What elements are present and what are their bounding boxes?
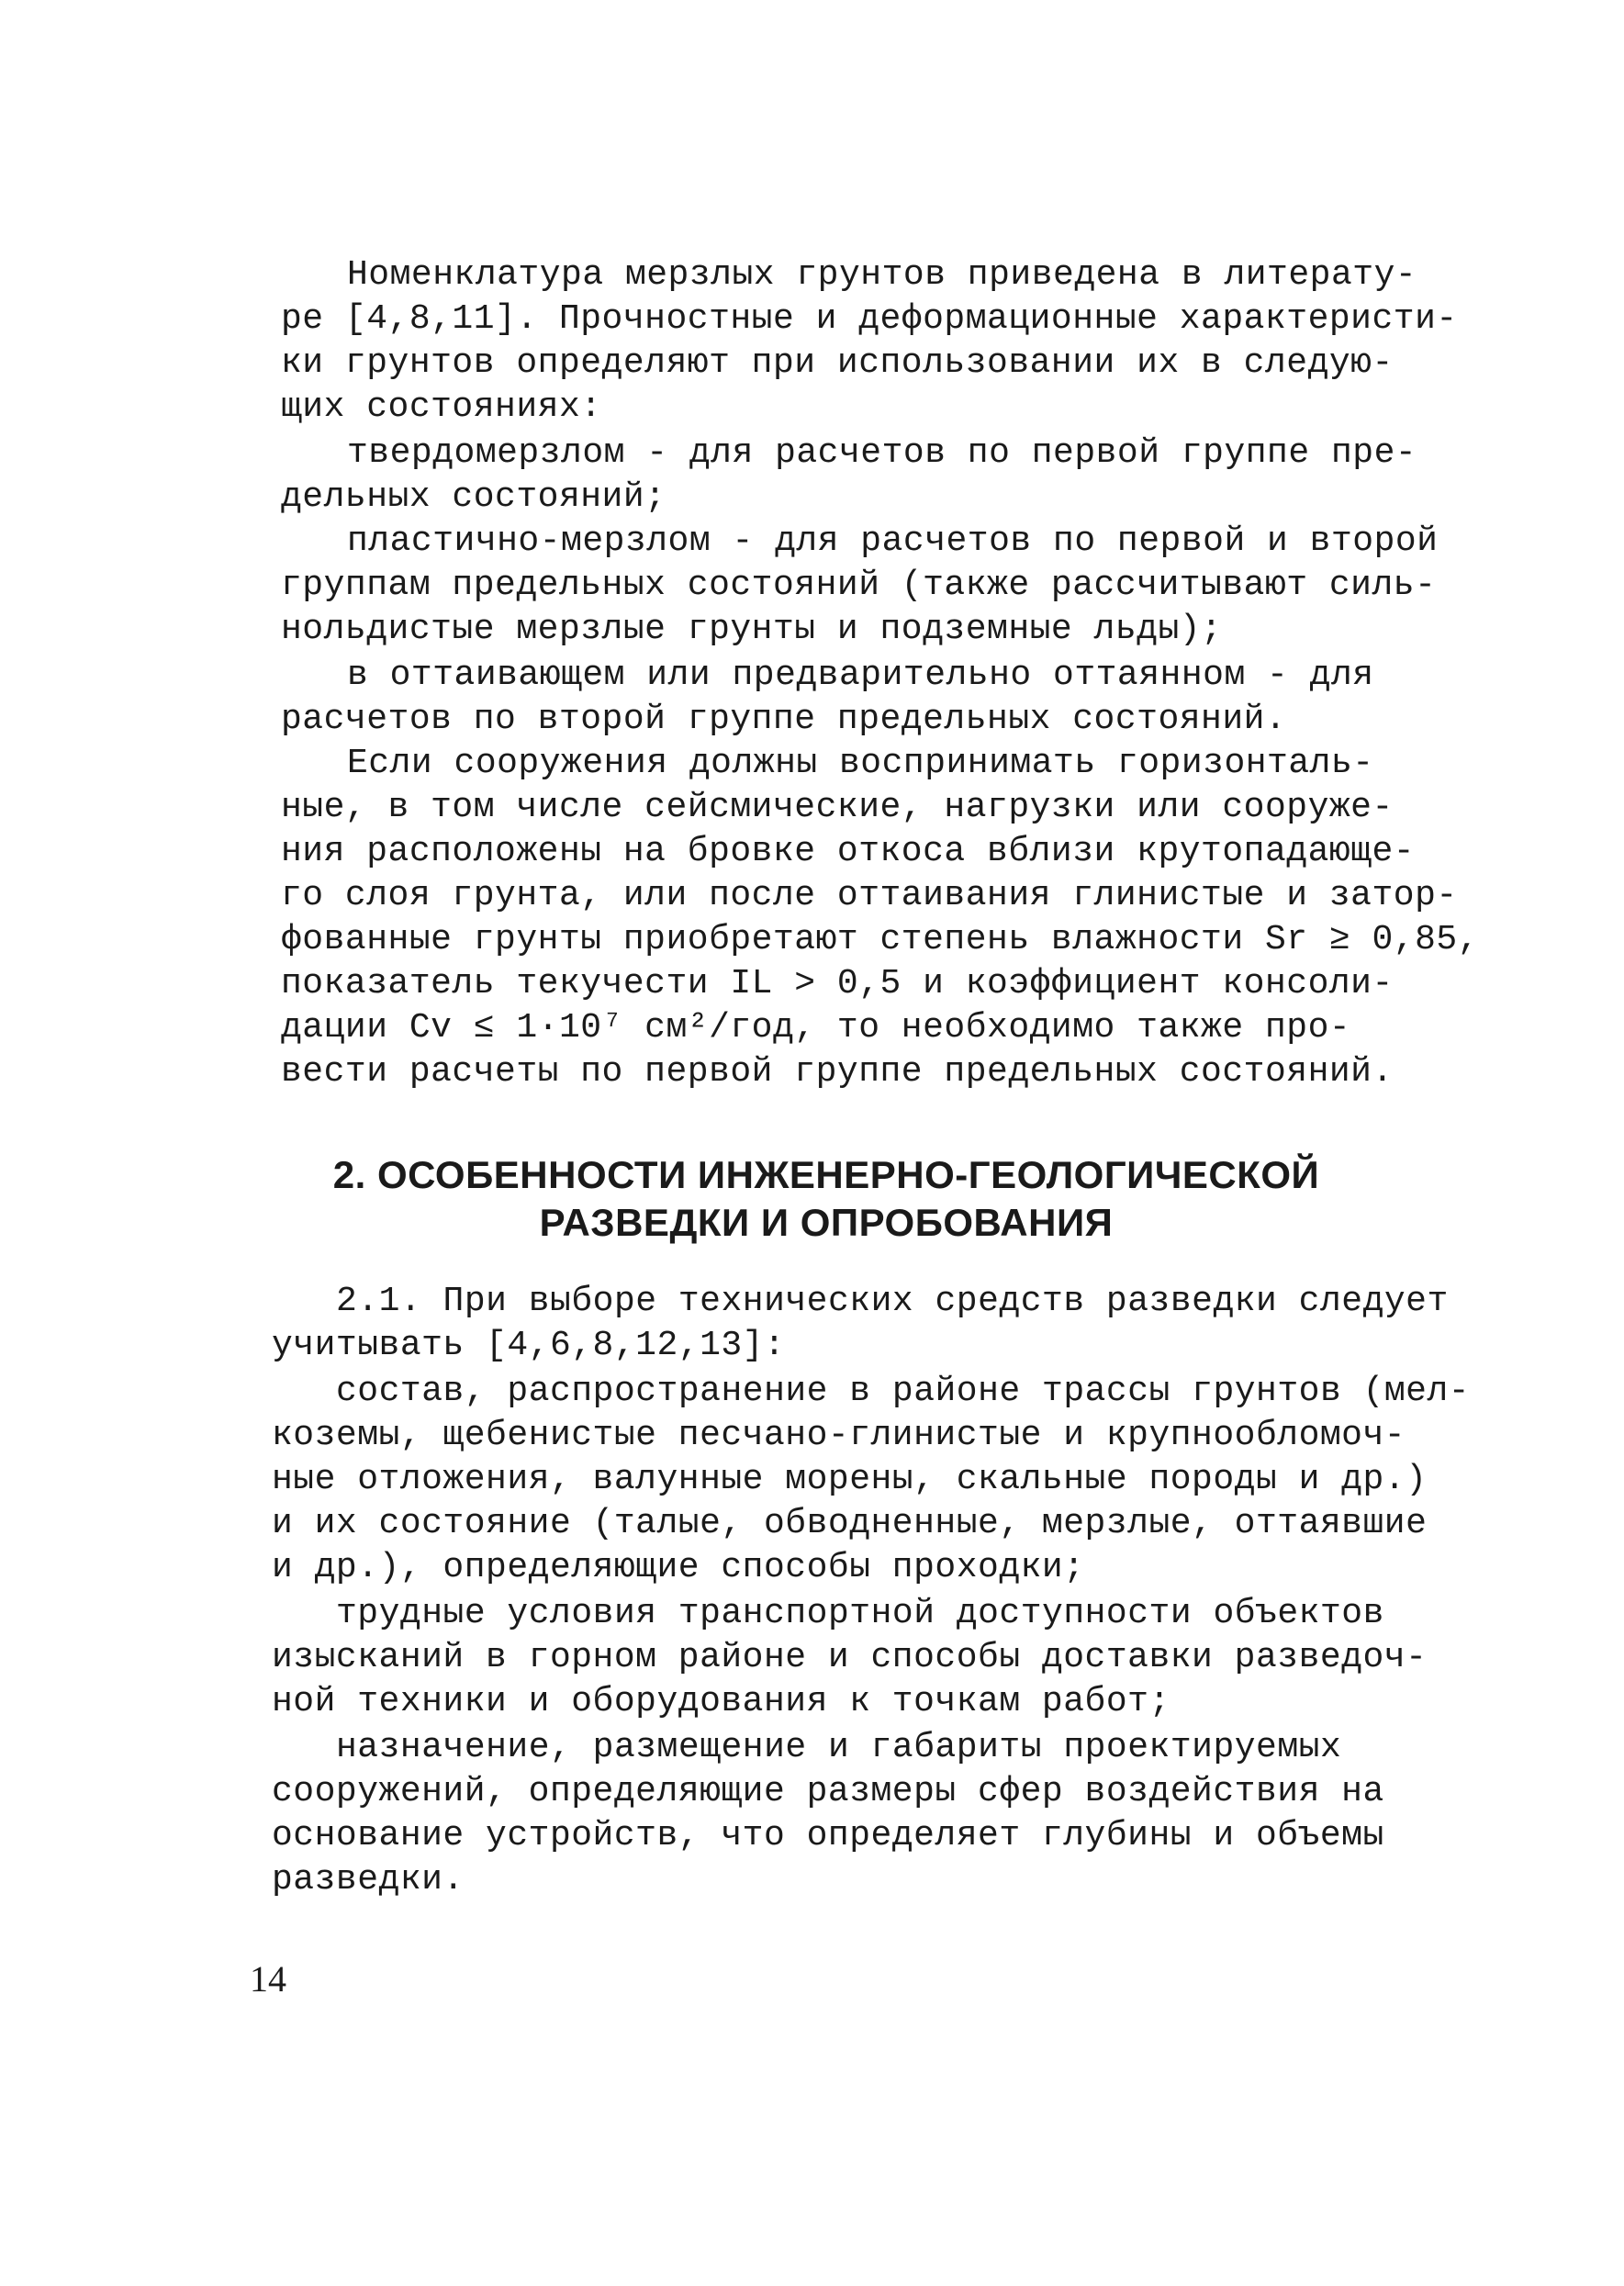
intro-p1-line-4: щих состояниях: [281, 387, 602, 427]
intro-p5-line-8: вести расчеты по первой группе предельных состояний. [281, 1052, 1394, 1092]
section-p1-line-1: 2.1. При выборе технических средств разведки следует [336, 1282, 1449, 1321]
intro-p5-line-5: фованные грунты приобретают степень влажности Sr ≥ 0,85, [281, 920, 1480, 959]
section-title-line-1: 2. ОСОБЕННОСТИ ИНЖЕНЕРНО-ГЕОЛОГИЧЕСКОЙ [332, 1153, 1320, 1196]
section-p4-line-2: сооружений, определяющие размеры сфер воздействия на [272, 1772, 1384, 1811]
intro-p2-line-1: твердомерзлом - для расчетов по первой группе пре- [347, 433, 1417, 473]
intro-p5-line-7: дации Cv ≤ 1·10⁷ см²/год, то необходимо также про- [281, 1008, 1351, 1048]
section-p1-line-2: учитывать [4,6,8,12,13]: [272, 1326, 786, 1365]
section-p2-line-3: ные отложения, валунные морены, скальные породы и др.) [272, 1460, 1428, 1499]
section-p2-line-1: состав, распространение в районе трассы грунтов (мел- [336, 1372, 1471, 1411]
page-number: 14 [250, 1958, 286, 2000]
section-p4-line-3: основание устройств, что определяет глубины и объемы [272, 1816, 1384, 1855]
intro-p5-line-3: ния расположены на бровке откоса вблизи крутопадающе- [281, 832, 1416, 871]
intro-p5-line-6: показатель текучести IL > 0,5 и коэффициент консоли- [281, 964, 1394, 1003]
intro-p1-line-1: Номенклатура мерзлых грунтов приведена в литерату- [347, 255, 1417, 295]
section-p2-line-4: и их состояние (талые, обводненные, мерзлые, оттаявшие [272, 1504, 1428, 1543]
intro-p3-line-3: нольдистые мерзлые грунты и подземные льды); [281, 610, 1223, 649]
intro-p3-line-2: группам предельных состояний (также рассчитывают силь- [281, 566, 1437, 605]
section-p2-line-5: и др.), определяющие способы проходки; [272, 1548, 1085, 1587]
intro-p1-line-2: ре [4,8,11]. Прочностные и деформационные характеристи- [281, 299, 1458, 339]
intro-p2-line-2: дельных состояний; [281, 477, 666, 517]
section-p3-line-3: ной техники и оборудования к точкам работ; [272, 1682, 1170, 1721]
intro-p5-line-2: ные, в том числе сейсмические, нагрузки или сооруже- [281, 788, 1394, 827]
intro-p4-line-1: в оттаивающем или предварительно оттаянном - для [347, 656, 1374, 695]
section-p3-line-2: изысканий в горном районе и способы доставки разведоч- [272, 1638, 1428, 1677]
section-p4-line-1: назначение, размещение и габариты проектируемых [336, 1728, 1342, 1767]
section-title-line-2: РАЗВЕДКИ И ОПРОБОВАНИЯ [539, 1201, 1114, 1244]
section-p4-line-4: разведки. [272, 1860, 465, 1899]
intro-p3-line-1: пластично-мерзлом - для расчетов по первой и второй [347, 521, 1439, 561]
intro-p1-line-3: ки грунтов определяют при использовании их в следую- [281, 343, 1394, 383]
intro-p4-line-2: расчетов по второй группе предельных состояний. [281, 700, 1287, 739]
intro-p5-line-4: го слоя грунта, или после оттаивания глинистые и затор- [281, 876, 1458, 915]
intro-p5-line-1: Если сооружения должны воспринимать горизонталь- [347, 744, 1374, 783]
section-p2-line-2: коземы, щебенистые песчано-глинистые и крупнообломоч- [272, 1416, 1406, 1455]
section-p3-line-1: трудные условия транспортной доступности объектов [336, 1594, 1384, 1633]
